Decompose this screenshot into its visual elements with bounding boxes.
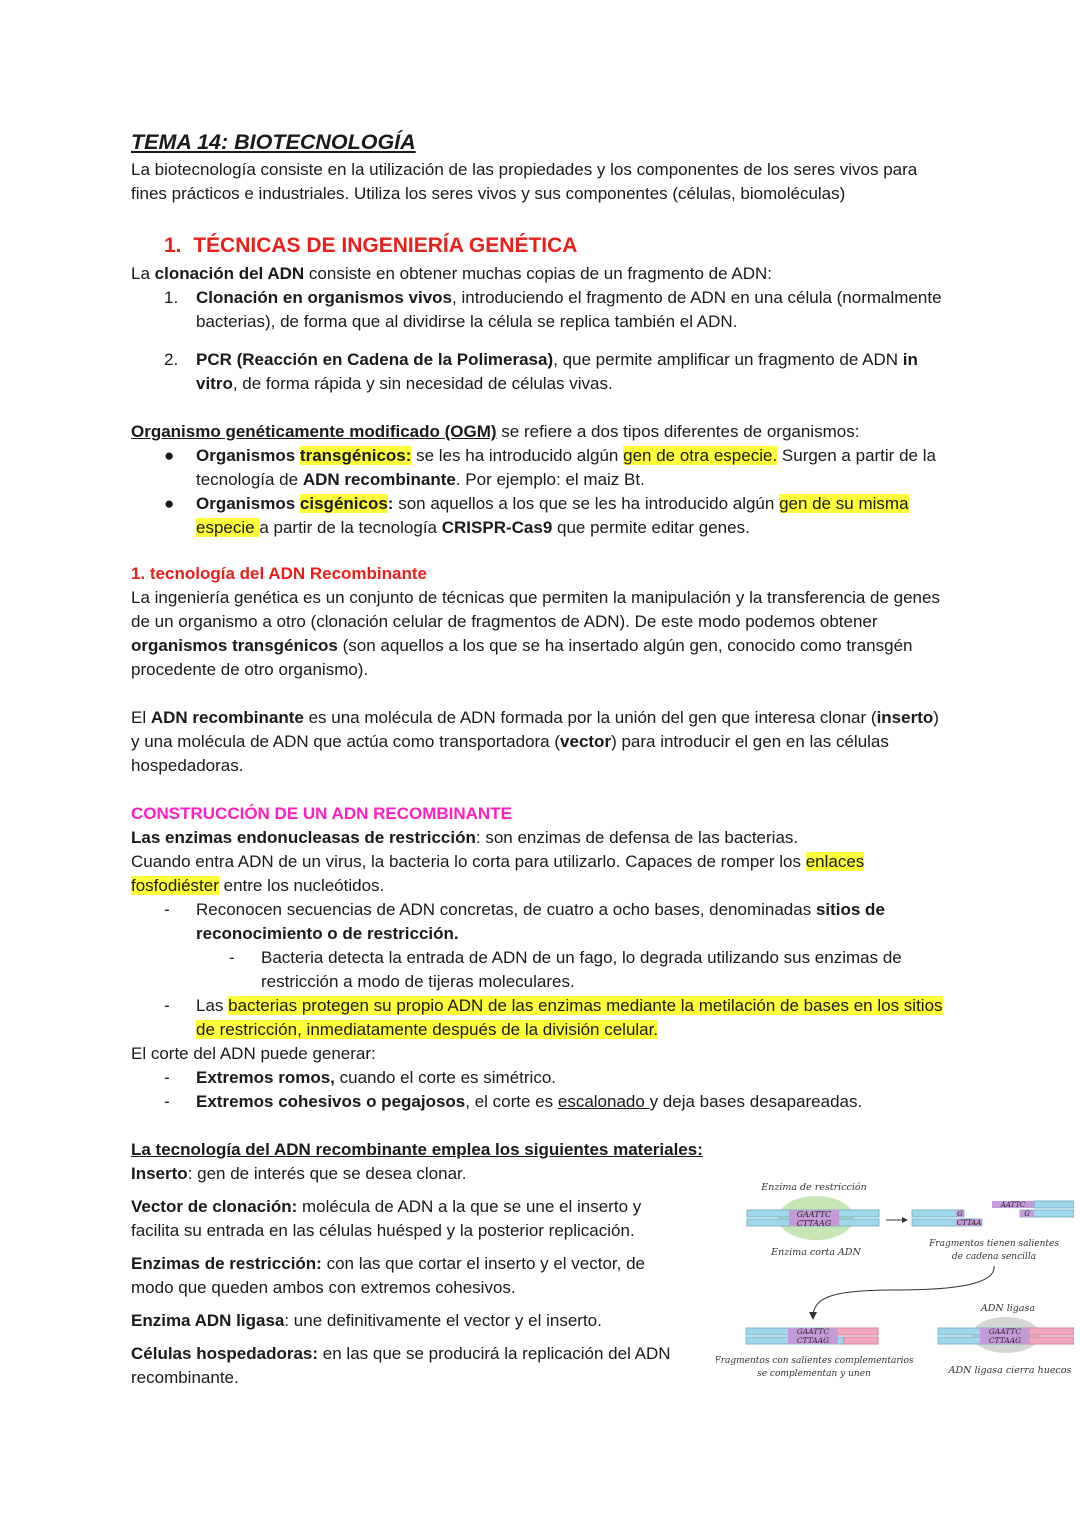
label-enzyme: Enzima de restricción (761, 1182, 867, 1193)
label-join: Fragmentos con salientes complementarios (716, 1356, 914, 1366)
label-ligase: ADN ligasa (980, 1303, 1036, 1314)
svg-text:CTTAA: CTTAA (956, 1219, 982, 1227)
list-item-reconocen: - Reconocen secuencias de ADN concretas, de cuatro a ocho bases, denominadas sitios de reconocimiento o de restricción. (164, 900, 885, 943)
label-cut: Enzima corta ADN (771, 1247, 861, 1258)
svg-text:G: G (957, 1210, 963, 1218)
svg-text:GAATTC: GAATTC (796, 1210, 832, 1219)
svg-text:GAATTC: GAATTC (796, 1327, 830, 1336)
corte-paragraph: El corte del ADN puede generar: (131, 1044, 376, 1063)
list-item-metilacion: - Las bacterias protegen su propio ADN de las enzimas mediante la metilación de bases en los sitios de restricción, inmediatamente después de la división celular. (164, 996, 943, 1039)
enzimas-paragraph: Las enzimas endonucleasas de restricción: son enzimas de defensa de las bacterias. (131, 828, 799, 847)
svg-text:CTTAAG: CTTAAG (796, 1336, 830, 1345)
label-sticky-ends: Fragmentos tienen salientes (929, 1239, 1059, 1249)
restriction-enzyme-diagram (716, 1174, 1074, 1390)
svg-text:CTTAAG: CTTAAG (988, 1336, 1022, 1345)
material-enzimas: Enzimas de restricción: con las que cortar el inserto y el vector, de modo que queden ambos con extremos cohesivos. (131, 1254, 646, 1297)
list-item-cohesivos: - Extremos cohesivos o pegajosos, el corte es escalonado y deja bases desapareadas. (164, 1092, 863, 1111)
svg-text:G: G (1024, 1210, 1030, 1218)
section-heading-construccion: CONSTRUCCIÓN DE UN ADN RECOMBINANTE (131, 804, 512, 823)
svg-text:CTTAAG: CTTAAG (796, 1219, 832, 1228)
list-item-cisgenicos: ● Organismos cisgénicos: son aquellos a los que se les ha introducido algún gen de su misma especie a partir de la tecnología CRISPR-Cas9 que permite editar genes. (164, 494, 909, 537)
material-vector: Vector de clonación: molécula de ADN a la que se une el inserto y facilita su entrada en las células huésped y la posterior replicación. (131, 1197, 642, 1240)
material-celulas: Células hospedadoras: en las que se producirá la replicación del ADN recombinante. (131, 1344, 671, 1387)
virus-paragraph: Cuando entra ADN de un virus, la bacteria lo corta para utilizarlo. Capaces de romper los enlaces fosfodiéster entre los nucleótidos. (131, 852, 865, 895)
ogm-intro: Organismo genéticamente modificado (OGM) se refiere a dos tipos diferentes de organismos: (131, 422, 860, 441)
intro-paragraph: La biotecnología consiste en la utilización de las propiedades y los componentes de los seres vivos para fines prácticos e industriales. Utiliza los seres vivos y sus componentes (células, biomoléculas) (131, 160, 918, 203)
page-title: TEMA 14: BIOTECNOLOGÍA (131, 130, 416, 154)
svg-text:GAATTC: GAATTC (988, 1327, 1022, 1336)
list-item-bacteria-fago: - Bacteria detecta la entrada de ADN de un fago, lo degrada utilizando sus enzimas de restricción a modo de tijeras moleculares. (229, 948, 902, 991)
materiales-heading: La tecnología del ADN recombinante emplea los siguientes materiales: (131, 1140, 703, 1159)
list-item-pcr: 2. PCR (Reacción en Cadena de la Polimerasa), que permite amplificar un fragmento de ADN in vitro, de forma rápida y sin necesidad de células vivas. (164, 350, 918, 393)
materiales-list (131, 1162, 691, 1390)
material-inserto: Inserto: gen de interés que se desea clonar. (131, 1164, 467, 1183)
svg-text:de cadena sencilla: de cadena sencilla (951, 1252, 1037, 1262)
list-item-transgenicos: ● Organismos transgénicos: se les ha introducido algún gen de otra especie. Surgen a partir de la tecnología de ADN recombinante. Por ejemplo: el maiz Bt. (164, 446, 936, 489)
label-close: ADN ligasa cierra huecos (948, 1365, 1072, 1376)
svg-text:AATTC: AATTC (1000, 1201, 1026, 1209)
section-heading-tecnicas: 1. TÉCNICAS DE INGENIERÍA GENÉTICA (164, 234, 578, 257)
section-heading-adn-recombinante: 1. tecnología del ADN Recombinante (131, 564, 427, 583)
clonacion-intro: La clonación del ADN consiste en obtener muchas copias de un fragmento de ADN: (131, 264, 772, 283)
material-ligasa: Enzima ADN ligasa: une definitivamente el vector y el inserto. (131, 1311, 602, 1330)
ingenieria-genetica-paragraph: La ingeniería genética es un conjunto de técnicas que permiten la manipulación y la transferencia de genes de un organismo a otro (clonación celular de fragmentos de ADN). De este modo podemos obtener organismos transgénicos (son aquellos a los que se ha insertado algún gen, conocido como transgén procedente de otro organismo). (131, 588, 940, 679)
list-item-romos: - Extremos romos, cuando el corte es simétrico. (164, 1068, 556, 1087)
adn-recombinante-paragraph: El ADN recombinante es una molécula de ADN formada por la unión del gen que interesa clonar (inserto) y una molécula de ADN que actúa como transportadora (vector) para introducir el gen en las células hospedadoras. (131, 708, 939, 775)
list-item-clonacion: 1. Clonación en organismos vivos, introduciendo el fragmento de ADN en una célula (normalmente bacterias), de forma que al dividirse la célula se replica también el ADN. (164, 288, 942, 331)
svg-text:se complementan y unen: se complementan y unen (757, 1369, 871, 1379)
